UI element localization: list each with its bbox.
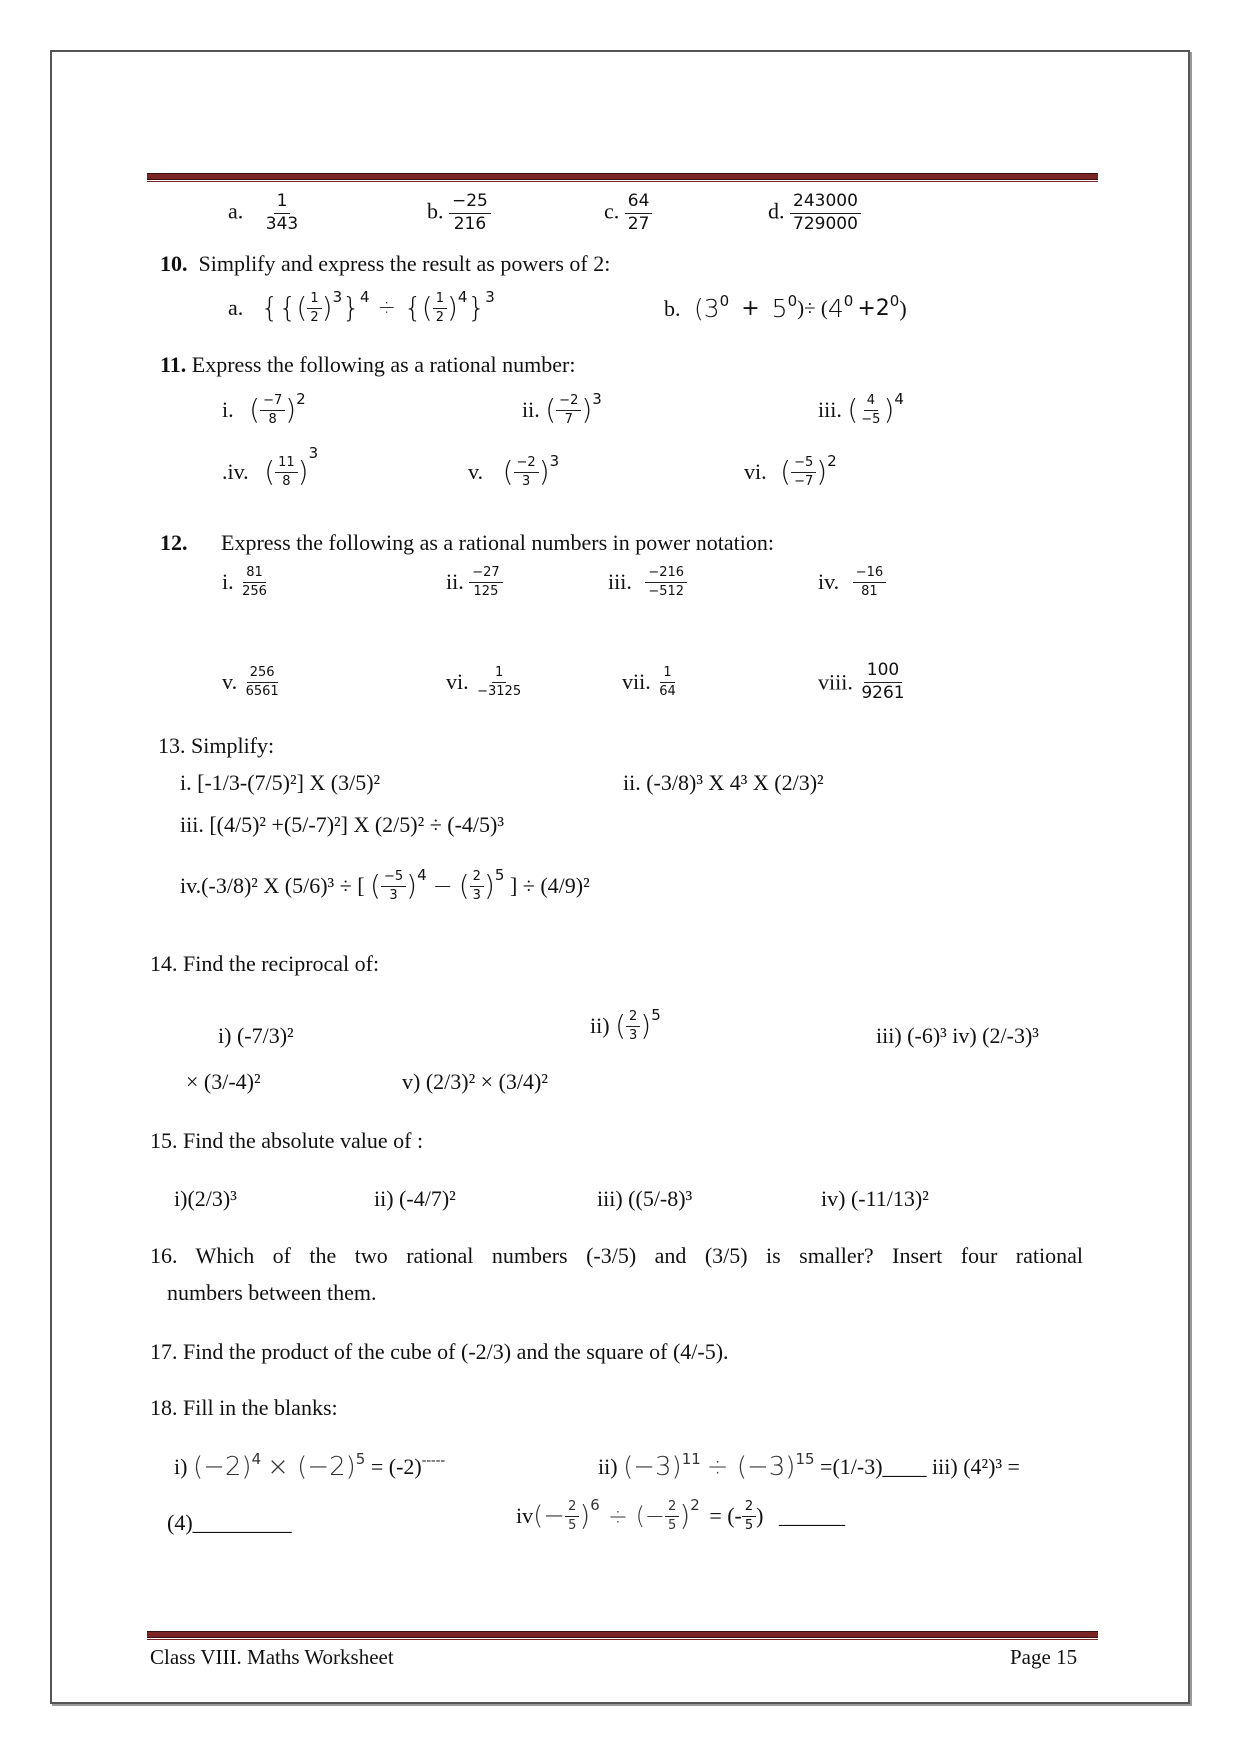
q13-item-i: i. [-1/3-(7/5)²] X (3/5)²: [180, 770, 381, 795]
q18-item-ii: ii) (−3) 11 ÷ (−3) 15 =(1/-3)____ iii) (4²)³ =: [598, 1450, 1020, 1482]
q14-item-ii: ii) ( $\frac{2}{3}$ ) 5: [590, 1006, 661, 1043]
q11-item-iv: .iv. ( $\frac{11}{8}$ ) 3: [222, 444, 319, 489]
q11-item-i: i. ( $\frac{-7}{8}$ ) 2: [222, 390, 306, 427]
q11-item-ii: ii. ( $\frac{-2}{7}$ ) 3: [522, 390, 602, 427]
q18-item-iii-continued: (4)_________: [167, 1510, 292, 1535]
q11-item-vi: vi. ( $\frac{-5}{-7}$ ) 2: [744, 452, 837, 489]
q15-heading: 15. Find the absolute value of :: [150, 1128, 424, 1153]
footer-title: Class VIII. Maths Worksheet: [150, 1645, 394, 1669]
q9-option-d: d. $\frac{243000}{729000}$: [768, 193, 861, 234]
q12-item-vi: vi. $\frac{1}{-3125}$: [446, 665, 522, 699]
q11-item-v: v. ( $\frac{-2}{3}$ ) 3: [468, 452, 560, 489]
q12-heading: 12. Express the following as a rational numbers in power notation:: [160, 530, 774, 555]
q10-part-a: a. { { ( $\frac{1}{2}$ ) 3 } 4 ÷ { ( $\frac{1}{2}$ ) 4 } 3: [228, 288, 495, 325]
q14-item-iii-iv: iii) (-6)³ iv) (2/-3)³: [876, 1023, 1039, 1048]
q16-line-2: numbers between them.: [167, 1280, 377, 1305]
footer-rule: [147, 1631, 1098, 1638]
q14-heading: 14. Find the reciprocal of:: [150, 951, 380, 976]
q12-item-v: v. $\frac{256}{6561}$: [222, 665, 279, 699]
q15-item-ii: ii) (-4/7)²: [374, 1186, 456, 1211]
q17-text: 17. Find the product of the cube of (-2/3) and the square of (4/-5).: [150, 1339, 729, 1364]
footer-page-number: Page 15: [1010, 1645, 1078, 1669]
header-rule: [147, 173, 1098, 180]
q18-heading: 18. Fill in the blanks:: [150, 1395, 338, 1420]
q13-item-ii: ii. (-3/8)³ X 4³ X (2/3)²: [623, 770, 824, 795]
q12-item-ii: ii. $\frac{-27}{125}$: [446, 566, 503, 598]
q18-item-iv: iv (− $\frac{2}{5}$ ) 6 ÷ (− $\frac{2}{5}$ ) 2 = (- $\frac{2}{5}$ ) ______: [516, 1496, 845, 1533]
q16-line-1: 16. Which of the two rational numbers (-3/5) and (3/5) is smaller? Insert four rational: [150, 1243, 1083, 1268]
q15-item-iii: iii) ((5/-8)³: [597, 1186, 693, 1211]
q12-item-vii: vii. $\frac{1}{64}$: [622, 665, 676, 699]
q11-heading: 11. Express the following as a rational number:: [160, 352, 576, 377]
q10-heading: 10. Simplify and express the result as powers of 2:: [160, 251, 611, 276]
q12-item-iii: iii. $\frac{-216}{-512}$: [608, 566, 687, 598]
q12-item-iv: iv. $\frac{-16}{81}$: [818, 566, 886, 598]
q15-item-iv: iv) (-11/13)²: [821, 1186, 929, 1211]
q13-item-iii: iii. [(4/5)² +(5/-7)²] X (2/5)² ÷ (-4/5)³: [180, 812, 504, 837]
q14-item-v: v) (2/3)² × (3/4)²: [402, 1069, 548, 1094]
q13-heading: 13. Simplify:: [158, 733, 275, 758]
q9-option-c: c. $\frac{64}{27}$: [604, 193, 652, 234]
q15-item-i: i)(2/3)³: [174, 1186, 237, 1211]
q9-option-b: b. $\frac{-25}{216}$: [427, 193, 491, 234]
q18-item-i: i) (−2) 4 × (−2) 5 = (-2)-----: [174, 1450, 446, 1482]
q14-item-i: i) (-7/3)²: [218, 1023, 294, 1048]
q14-item-iv-continued: × (3/-4)²: [186, 1069, 261, 1094]
q12-item-viii: viii. $\frac{100}{9261}$: [818, 660, 905, 703]
q10-part-b: b. (3 0 + 5 0 )÷ ( 4 0 +2 0 ): [664, 292, 907, 324]
q12-item-i: i. $\frac{81}{256}$: [222, 565, 267, 599]
q9-option-a: a. $\frac{1}{343}$: [228, 191, 299, 234]
q11-item-iii: iii. ( $\frac{4}{-5}$ ) 4: [818, 390, 904, 427]
q13-item-iv: iv.(-3/8)² X (5/6)³ ÷ [ ( $\frac{-5}{3}$ ) 4 − ( $\frac{2}{3}$ ) 5 ] ÷ (4/9)²: [180, 866, 590, 903]
